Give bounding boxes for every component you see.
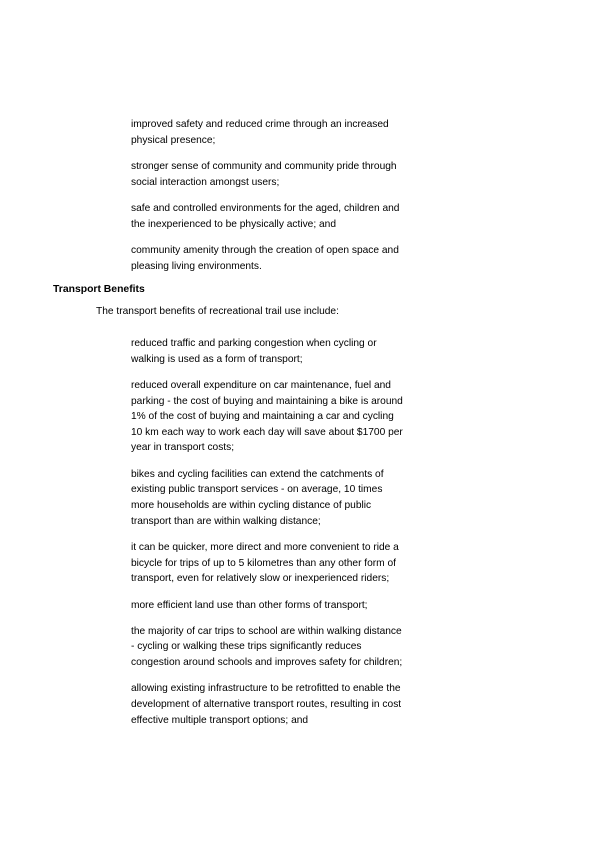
list-item: more efficient land use than other forms of transport; [131, 599, 368, 611]
list-item: reduced overall expenditure on car maintenance, fuel and parking - the cost of buying and maintaining a bike is around 1% of the cost of buying and maintaining a car and cycling 10 km each way to work each day will save about $1700 per year in transport costs; [131, 379, 403, 454]
section-heading-transport-benefits: Transport Benefits [53, 284, 145, 295]
list-item: improved safety and reduced crime through an increased physical presence; [131, 119, 389, 146]
list-item: allowing existing infrastructure to be retrofitted to enable the development of alternative transport routes, resulting in cost effective multiple transport options; and [131, 683, 402, 726]
list-item: the majority of car trips to school are within walking distance - cycling or walking these trips significantly reduces congestion around schools and improves safety for children; [131, 625, 403, 669]
transport-benefits-intro: The transport benefits of recreational trail use include: [96, 306, 339, 317]
transport-benefits-list [131, 336, 406, 739]
list-item: reduced traffic and parking congestion when cycling or walking is used as a form of transport; [131, 338, 377, 365]
list-item: community amenity through the creation of open space and pleasing living environments. [131, 244, 399, 272]
list-item: safe and controlled environments for the aged, children and the inexperienced to be physically active; and [131, 202, 400, 230]
list-item: it can be quicker, more direct and more convenient to ride a bicycle for trips of up to 5 kilometres than any other form of transport, even for relatively slow or inexperienced riders; [131, 541, 399, 585]
community-benefits-list [131, 117, 406, 285]
list-item: stronger sense of community and community pride through social interaction amongst users; [131, 160, 397, 188]
list-item: bikes and cycling facilities can extend the catchments of existing public transport services - on average, 10 times more households are within cycling distance of public transport than are within walking distance; [131, 468, 384, 527]
